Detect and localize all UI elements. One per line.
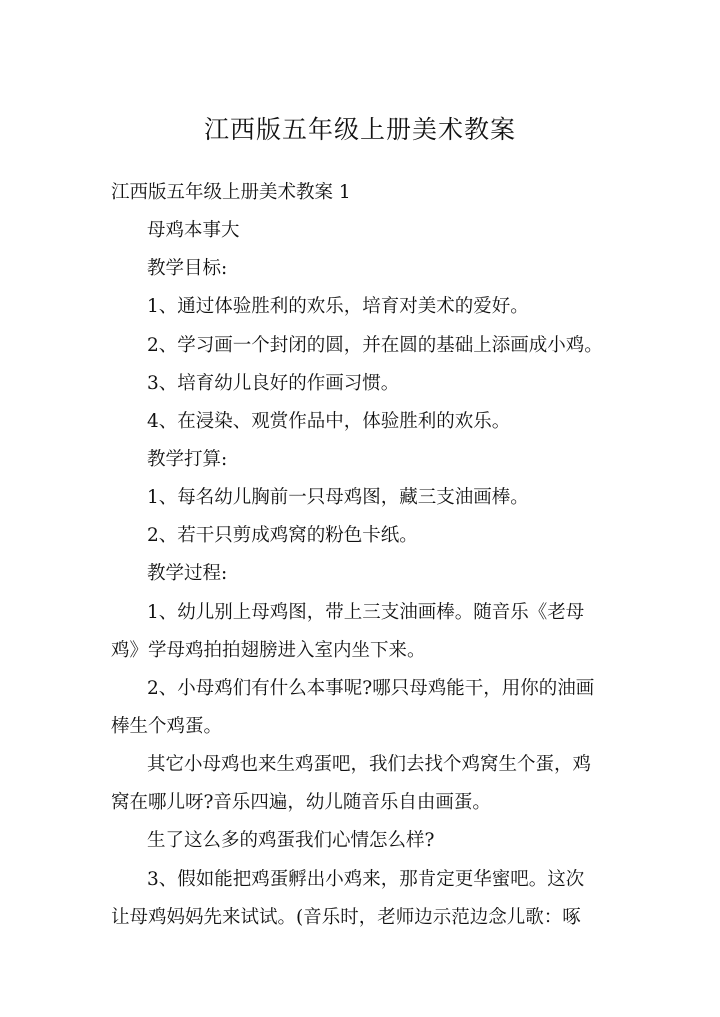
paragraph-line: 生了这么多的鸡蛋我们心情怎么样? [147,830,435,851]
paragraph-line: 其它小母鸡也来生鸡蛋吧，我们去找个鸡窝生个蛋，鸡 [147,754,592,775]
section-heading: 江西版五年级上册美术教案 1 [111,182,351,203]
lesson-title: 母鸡本事大 [147,220,240,241]
objective-item: 1、通过体验胜利的欢乐，培育对美术的爱好。 [147,296,529,317]
objective-item: 2、学习画一个封闭的圆，并在圆的基础上添画成小鸡。 [147,335,603,356]
objective-item: 4、在浸染、观赏作品中，体验胜利的欢乐。 [147,411,511,432]
heading-preparation: 教学打算: [147,449,228,470]
paragraph-line: 3、假如能把鸡蛋孵出小鸡来，那肯定更华蜜吧。这次 [147,869,585,890]
paragraph-line: 2、小母鸡们有什么本事呢?哪只母鸡能干，用你的油画 [147,678,595,699]
objective-item: 3、培育幼儿良好的作画习惯。 [147,373,400,394]
paragraph-line: 鸡》学母鸡拍拍翅膀进入室内坐下来。 [111,640,426,661]
heading-process: 教学过程: [147,563,228,584]
paragraph-line: 1、幼儿别上母鸡图，带上三支油画棒。随音乐《老母 [147,602,585,623]
preparation-item: 2、若干只剪成鸡窝的粉色卡纸。 [147,525,418,546]
heading-objectives: 教学目标: [147,258,228,279]
preparation-item: 1、每名幼儿胸前一只母鸡图，藏三支油画棒。 [147,487,529,508]
paragraph-line: 窝在哪儿呀?音乐四遍，幼儿随音乐自由画蛋。 [111,792,491,813]
paragraph-line: 让母鸡妈妈先来试试。(音乐时，老师边示范边念儿歌：啄 [111,907,581,928]
paragraph-line: 棒生个鸡蛋。 [111,716,223,737]
document-title: 江西版五年级上册美术教案 [203,115,516,144]
